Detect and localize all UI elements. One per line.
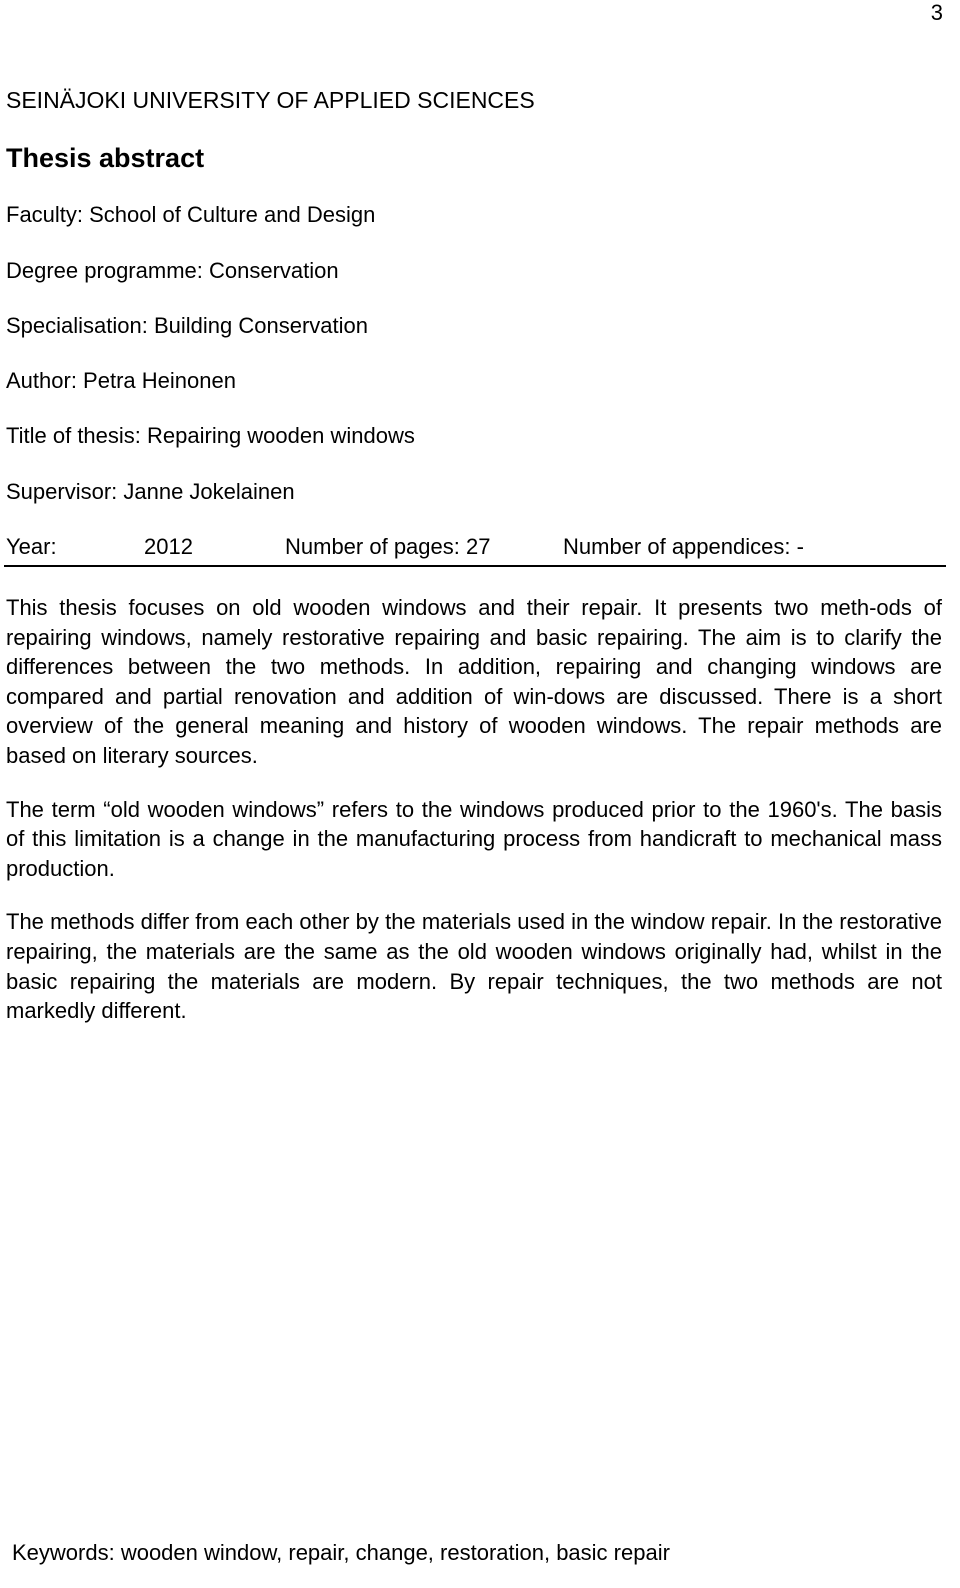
appendices-count: Number of appendices: - [563,534,804,559]
thesis-title-field: Title of thesis: Repairing wooden windows [6,423,415,448]
keywords-line: Keywords: wooden window, repair, change, restoration, basic repair [12,1540,670,1565]
page-number: 3 [930,0,943,25]
university-name: SEINÄJOKI UNIVERSITY OF APPLIED SCIENCES [6,87,535,113]
abstract-paragraph: The methods differ from each other by the materials used in the window repair. In the restorative repairing, the materials are the same as the old wooden windows originally had, whilst in the basic repairing the materials are modern. By repair techniques, the two methods are not markedly different. [6,909,942,1024]
year-value: 2012 [144,534,193,559]
document-title: Thesis abstract [6,143,205,173]
pages-count: Number of pages: 27 [285,534,491,559]
degree-programme-field: Degree programme: Conservation [6,258,339,283]
abstract-body [6,593,942,1050]
abstract-paragraph: This thesis focuses on old wooden windows and their repair. It presents two meth-ods of repairing windows, namely restorative repairing and basic repairing. The aim is to clarify the differences between the two methods. In addition, repairing and changing windows are compared and partial renovation and addition of win-dows are discussed. There is a short overview of the general meaning and history of wooden windows. The repair methods are based on literary sources. [6,595,942,768]
divider-line [4,565,946,567]
faculty-field: Faculty: School of Culture and Design [6,202,376,227]
year-label: Year: [6,534,57,559]
specialisation-field: Specialisation: Building Conservation [6,313,368,338]
abstract-paragraph: The term “old wooden windows” refers to the windows produced prior to the 1960's. The basis of this limitation is a change in the manufacturing process from handicraft to mechanical mass production. [6,796,942,881]
author-field: Author: Petra Heinonen [6,368,236,393]
supervisor-field: Supervisor: Janne Jokelainen [6,479,295,504]
